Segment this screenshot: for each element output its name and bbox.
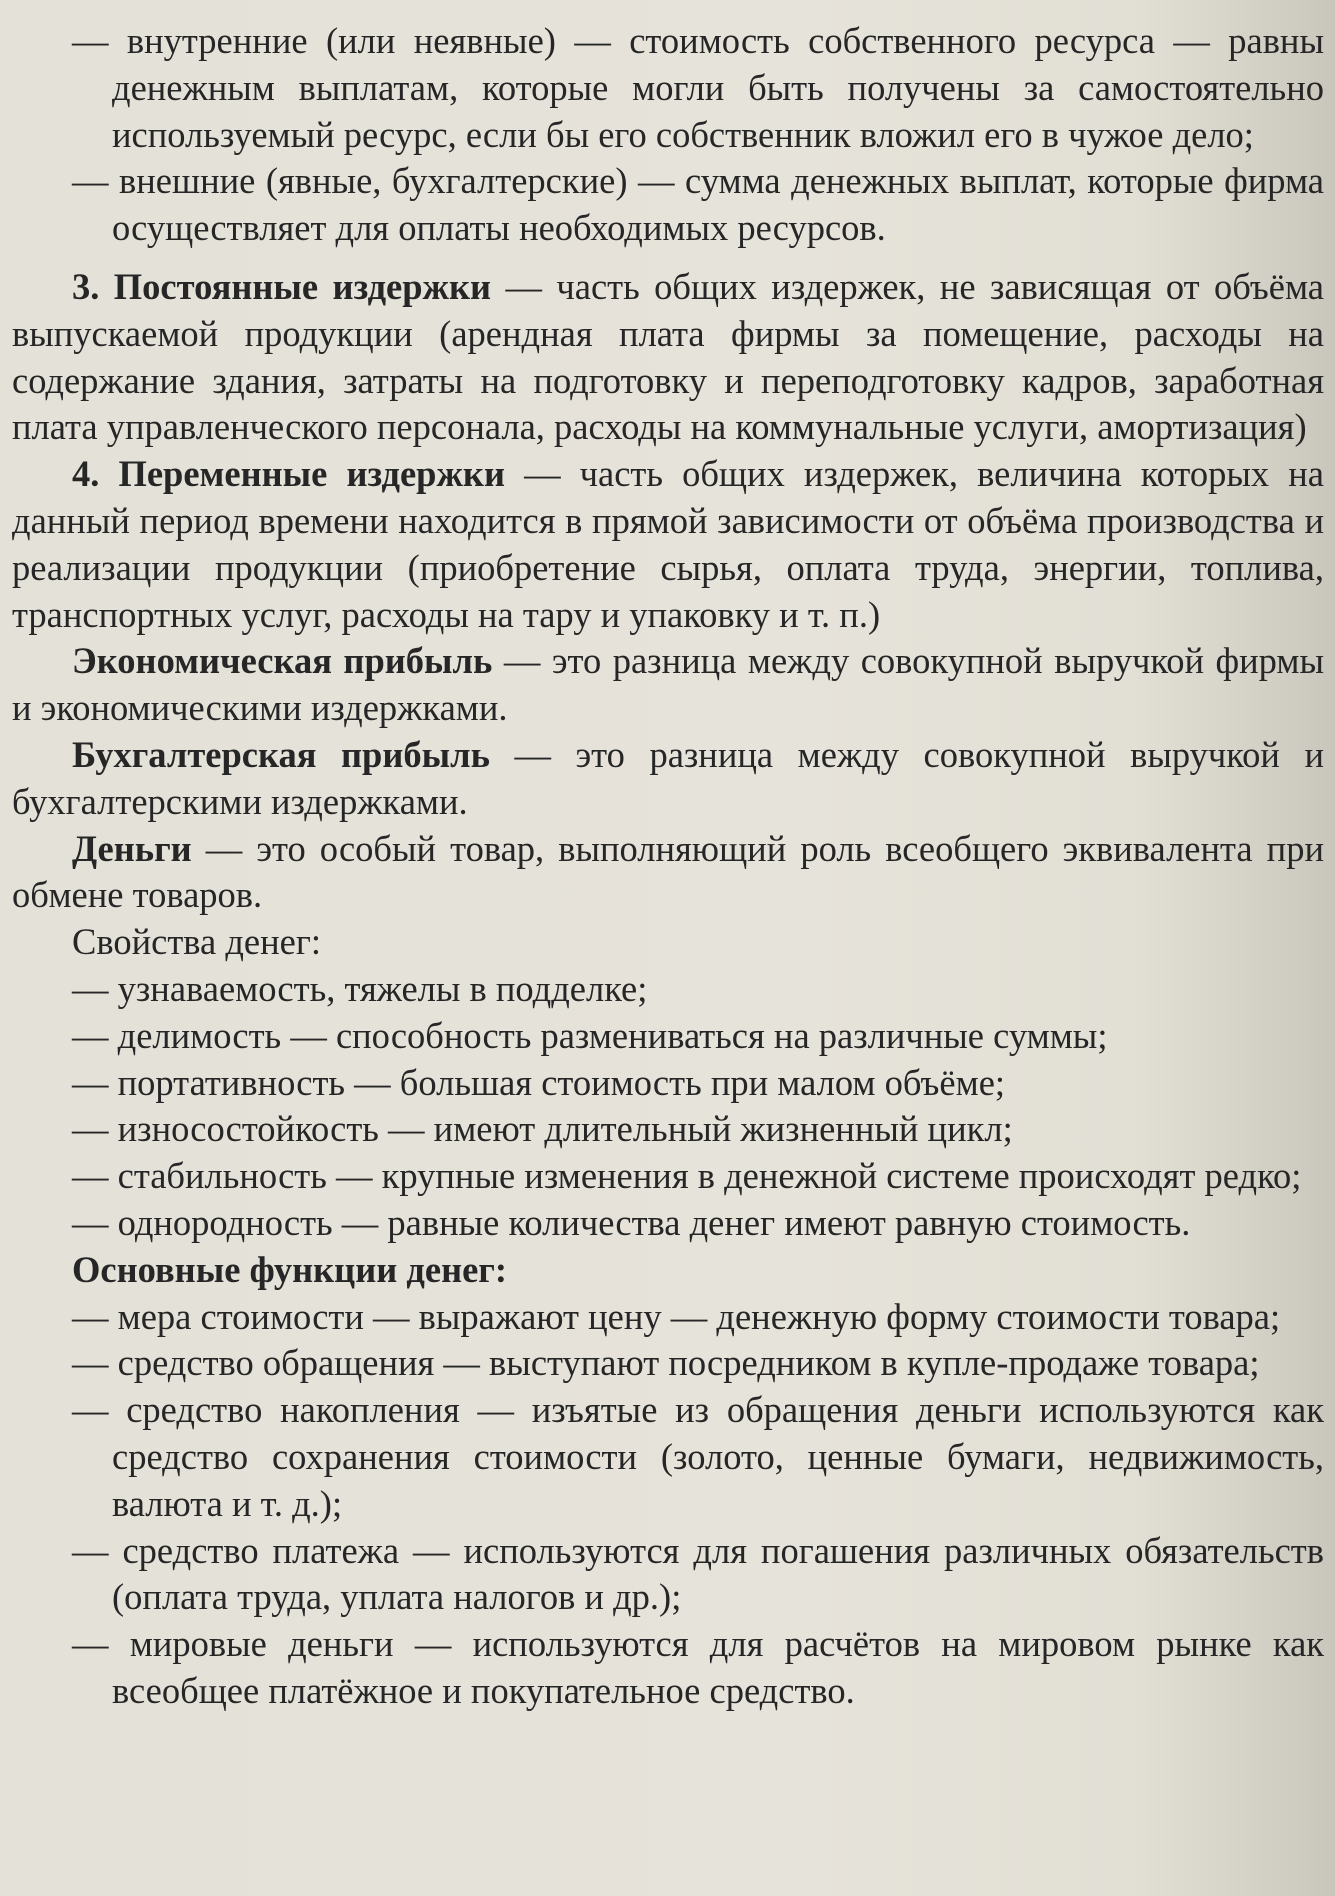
list-item-text: средство обращения — выступают посредником в купле-продаже товара; <box>117 1342 1260 1384</box>
money-paragraph: Деньги — это особый товар, выполняющий роль всеобщего эквивалента при обмене товаров. <box>12 827 1324 916</box>
functions-heading: Основные функции денег: <box>72 1248 508 1290</box>
accounting-profit-term: Бухгалтерская прибыль <box>72 733 490 775</box>
cost-type-term: внешние (явные, бухгалтерские) <box>119 160 628 202</box>
list-item: — однородность — равные количества денег имеют равную стоимость. <box>72 1201 1191 1243</box>
list-item: — делимость — способность размениваться на различные суммы; <box>72 1014 1108 1056</box>
list-item: — узнаваемость, тяжелы в подделке; <box>72 967 648 1009</box>
list-item-text: износостойкость — имеют длительный жизненный цикл; <box>117 1108 1013 1150</box>
list-item-text: мера стоимости — выражают цену — денежную форму стоимости товара; <box>117 1295 1281 1337</box>
list-item-text: делимость — способность размениваться на различные суммы; <box>117 1014 1108 1056</box>
variable-costs-paragraph: 4. Переменные издержки — часть общих издержек, величина которых на данный период времени находится в прямой зависимости от объёма производства и реализации продукции (приобретение сырья, оплата труда, энергии, топлива, транспортных услуг, расходы на тару и упаковку и т. п.) <box>12 453 1324 635</box>
list-item-text: однородность — равные количества денег имеют равную стоимость. <box>117 1201 1191 1243</box>
variable-costs-text: часть общих издержек, величина которых на данный период времени находится в прямой зависимости от объёма производства и реализации продукции (приобретение сырья, оплата труда, энергии, топлива, транспортных услуг, расходы на тару и упаковку и т. п.) <box>12 453 1324 635</box>
list-item: — средство платежа — используются для погашения различных обязательств (оплата труда, уплата налогов и др.); <box>72 1529 1324 1618</box>
list-item: — мера стоимости — выражают цену — денежную форму стоимости товара; <box>72 1295 1281 1337</box>
accounting-profit-paragraph: Бухгалтерская прибыль — это разница между совокупной выручкой и бухгалтерскими издержками. <box>12 733 1324 822</box>
list-item-text: средство платежа — используются для погашения различных обязательств (оплата труда, уплата налогов и др.); <box>112 1529 1324 1618</box>
page-text <box>12 18 1324 1715</box>
list-item: — стабильность — крупные изменения в денежной системе происходят редко; <box>72 1155 1302 1197</box>
list-item: — портативность — большая стоимость при малом объёме; <box>72 1061 1006 1103</box>
list-item: — мировые деньги — используются для расчётов на мировом рынке как всеобщее платёжное и покупательное средство. <box>72 1623 1325 1711</box>
cost-type-external: — внешние (явные, бухгалтерские) — сумма денежных выплат, которые фирма осуществляет для оплаты необходимых ресурсов. <box>72 160 1325 249</box>
economic-profit-paragraph: Экономическая прибыль — это разница между совокупной выручкой фирмы и экономическими издержками. <box>12 640 1324 729</box>
list-item-text: средство накопления — изъятые из обращения деньги используются как средство сохранения стоимости (золото, ценные бумаги, недвижимость, валюта и т. д.); <box>112 1389 1324 1524</box>
list-item: — средство обращения — выступают посредником в купле-продаже товара; <box>72 1342 1260 1384</box>
cost-type-term: внутренние (или неявные) <box>126 20 556 61</box>
properties-heading: Свойства денег: <box>72 921 321 963</box>
cost-type-internal: — внутренние (или неявные) — стоимость собственного ресурса — равны денежным выплатам, которые могли быть получены за самостоятельно используемый ресурс, если бы его собственник вложил его в чужое дело; <box>72 20 1324 155</box>
cost-type-text: стоимость собственного ресурса — равны денежным выплатам, которые могли быть получены за самостоятельно используемый ресурс, если бы его собственник вложил его в чужое дело; <box>112 20 1324 155</box>
list-item-text: узнаваемость, тяжелы в подделке; <box>117 967 648 1009</box>
list-item-text: портативность — большая стоимость при малом объёме; <box>117 1061 1006 1103</box>
list-item-text: мировые деньги — используются для расчётов на мировом рынке как всеобщее платёжное и покупательное средство. <box>112 1623 1325 1711</box>
variable-costs-term: 4. Переменные издержки <box>72 453 505 495</box>
economic-profit-text: это разница между совокупной выручкой фирмы и экономическими издержками. <box>12 640 1324 729</box>
list-item: — средство накопления — изъятые из обращения деньги используются как средство сохранения стоимости (золото, ценные бумаги, недвижимость, валюта и т. д.); <box>72 1389 1324 1524</box>
fixed-costs-paragraph: 3. Постоянные издержки — часть общих издержек, не зависящая от объёма выпускаемой продукции (арендная плата фирмы за помещение, расходы на содержание здания, затраты на подготовку и переподготовку кадров, заработная плата управленческого персонала, расходы на коммунальные услуги, амортизация) <box>12 265 1324 448</box>
accounting-profit-text: это разница между совокупной выручкой и бухгалтерскими издержками. <box>12 733 1324 822</box>
fixed-costs-term: 3. Постоянные издержки <box>72 265 492 307</box>
economic-profit-term: Экономическая прибыль <box>72 640 493 682</box>
money-term: Деньги <box>72 827 192 869</box>
money-text: это особый товар, выполняющий роль всеобщего эквивалента при обмене товаров. <box>12 827 1324 916</box>
list-item: — износостойкость — имеют длительный жизненный цикл; <box>72 1108 1013 1150</box>
fixed-costs-text: часть общих издержек, не зависящая от объёма выпускаемой продукции (арендная плата фирмы за помещение, расходы на содержание здания, затраты на подготовку и переподготовку кадров, заработная плата управленческого персонала, расходы на коммунальные услуги, амортизация) <box>12 265 1324 448</box>
cost-type-text: сумма денежных выплат, которые фирма осуществляет для оплаты необходимых ресурсов. <box>112 160 1325 249</box>
list-item-text: стабильность — крупные изменения в денежной системе происходят редко; <box>117 1155 1302 1197</box>
